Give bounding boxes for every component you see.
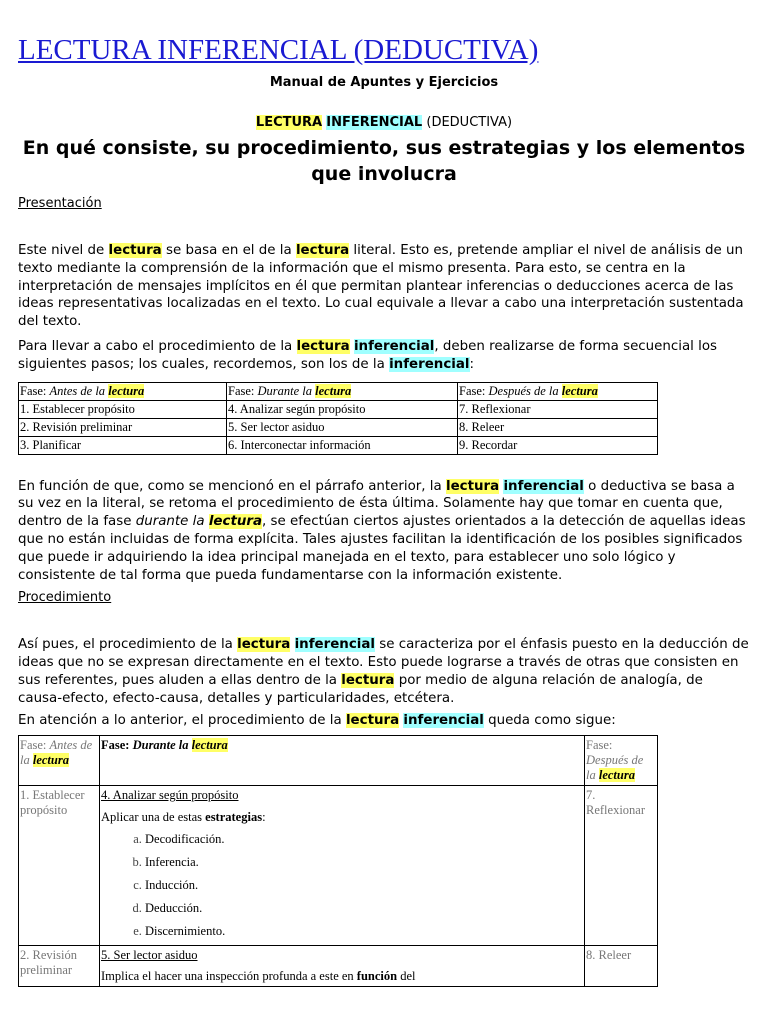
table-cell: 1. Establecer propósito [19, 786, 100, 946]
paragraph-follows: En atención a lo anterior, el procedimiento de la lectura inferencial queda como sigue: [18, 712, 616, 728]
table-cell: 8. Releer [585, 946, 658, 987]
table-row [19, 418, 658, 436]
list-item: d. Deducción. [145, 897, 583, 920]
table-cell: 2. Revisión preliminar [19, 418, 227, 436]
paragraph-function: En función de que, como se mencionó en el párrafo anterior, la lectura inferencial o deductiva se basa a su vez en la literal, se retoma el procedimiento de ésta última. Solamente hay que tomar en cuenta que, dentro de la fase durante la lectura, se efectúan ciertos ajustes orientados a la detección de aquellas ideas que no están incluidas de forma explícita. Tales ajustes facilitan la identificación de los posibles significados que puede ir adquiriendo la idea principal manejada en el texto, para establecer uno solo lógico y consistente de tal forma que pueda fundamentarse con la información existente. [18, 478, 746, 583]
table-row [19, 946, 658, 987]
step-heading: 5. Ser lector asiduo [101, 948, 198, 963]
list-item: a. Decodificación. [145, 828, 583, 851]
paragraph-steps: Para llevar a cabo el procedimiento de la lectura inferencial, deben realizarse de forma secuencial los siguientes pasos; los cuales, recordemos, son los de la inferencial: [18, 338, 718, 372]
table-cell: 7. Reflexionar [458, 400, 658, 418]
kicker-highlight-inferencial: INFERENCIAL [326, 115, 423, 130]
table-header-cell: Fase: Antes de la lectura [19, 736, 100, 786]
document-subtitle: Manual de Apuntes y Ejercicios [269, 75, 499, 90]
step-heading: 4. Analizar según propósito [101, 788, 239, 803]
table-header-cell: Fase: Antes de la lectura [19, 382, 227, 400]
page-title[interactable]: LECTURA INFERENCIAL (DEDUCTIVA) [18, 34, 539, 66]
procedure-table [18, 735, 658, 987]
section-heading-presentacion: Presentación [18, 196, 102, 211]
table-cell: 2. Revisión preliminar [19, 946, 100, 987]
table-cell [100, 946, 585, 987]
table-cell: 3. Planificar [19, 436, 227, 454]
headline: En qué consiste, su procedimiento, sus estrategias y los elementos que involucra [22, 137, 746, 185]
table-header-cell: Fase: Durante la lectura [227, 382, 458, 400]
table-cell: 8. Releer [458, 418, 658, 436]
paragraph-procedure: Así pues, el procedimiento de la lectura inferencial se caracteriza por el énfasis puesto en la deducción de ideas que no se expresan directamente en el texto. Esto puede lograrse a través de otras que consisten en sus referentes, pues aluden a ellas dentro de la lectura por medio de alguna relación de analogía, de causa-efecto, efecto-causa, detalles y particularidades, etcétera. [18, 637, 749, 706]
strategies-list [101, 828, 583, 943]
table-header-cell: Fase: Después de la lectura [458, 382, 658, 400]
table-cell: 1. Establecer propósito [19, 400, 227, 418]
table-cell: 4. Analizar según propósito [227, 400, 458, 418]
step-text: Implica el hacer una inspección profunda a este en función del [101, 969, 416, 984]
table-cell: 5. Ser lector asiduo [227, 418, 458, 436]
strategies-intro: Aplicar una de estas estrategias: [101, 810, 266, 825]
kicker-rest: (DEDUCTIVA) [422, 115, 513, 130]
list-item: e. Discernimiento. [145, 920, 583, 943]
table-row [19, 436, 658, 454]
table-cell: 6. Interconectar información [227, 436, 458, 454]
table-header-row [19, 382, 658, 400]
table-header-cell: Fase: Después de la lectura [585, 736, 658, 786]
section-kicker [18, 114, 750, 131]
list-item: b. Inferencia. [145, 851, 583, 874]
kicker-highlight-lectura: LECTURA [255, 115, 323, 130]
phases-table [18, 382, 658, 455]
list-item: c. Inducción. [145, 874, 583, 897]
table-cell [100, 786, 585, 946]
table-row [19, 786, 658, 946]
table-header-cell: Fase: Durante la lectura [100, 736, 585, 786]
table-row [19, 400, 658, 418]
table-cell: 7. Reflexionar [585, 786, 658, 946]
table-header-row [19, 736, 658, 786]
paragraph-intro: Este nivel de lectura se basa en el de la lectura literal. Esto es, pretende ampliar el nivel de análisis de un texto mediante la comprensión de la información que el mismo presenta. Para esto, se centra en la interpretación de mensajes implícitos en él que permitan plantear inferencias o deducciones acerca de las ideas representativas localizadas en el texto. Lo cual equivale a llevar a cabo una interpretación sustentada del texto. [18, 243, 744, 330]
section-heading-procedimiento: Procedimiento [18, 590, 112, 606]
table-cell: 9. Recordar [458, 436, 658, 454]
